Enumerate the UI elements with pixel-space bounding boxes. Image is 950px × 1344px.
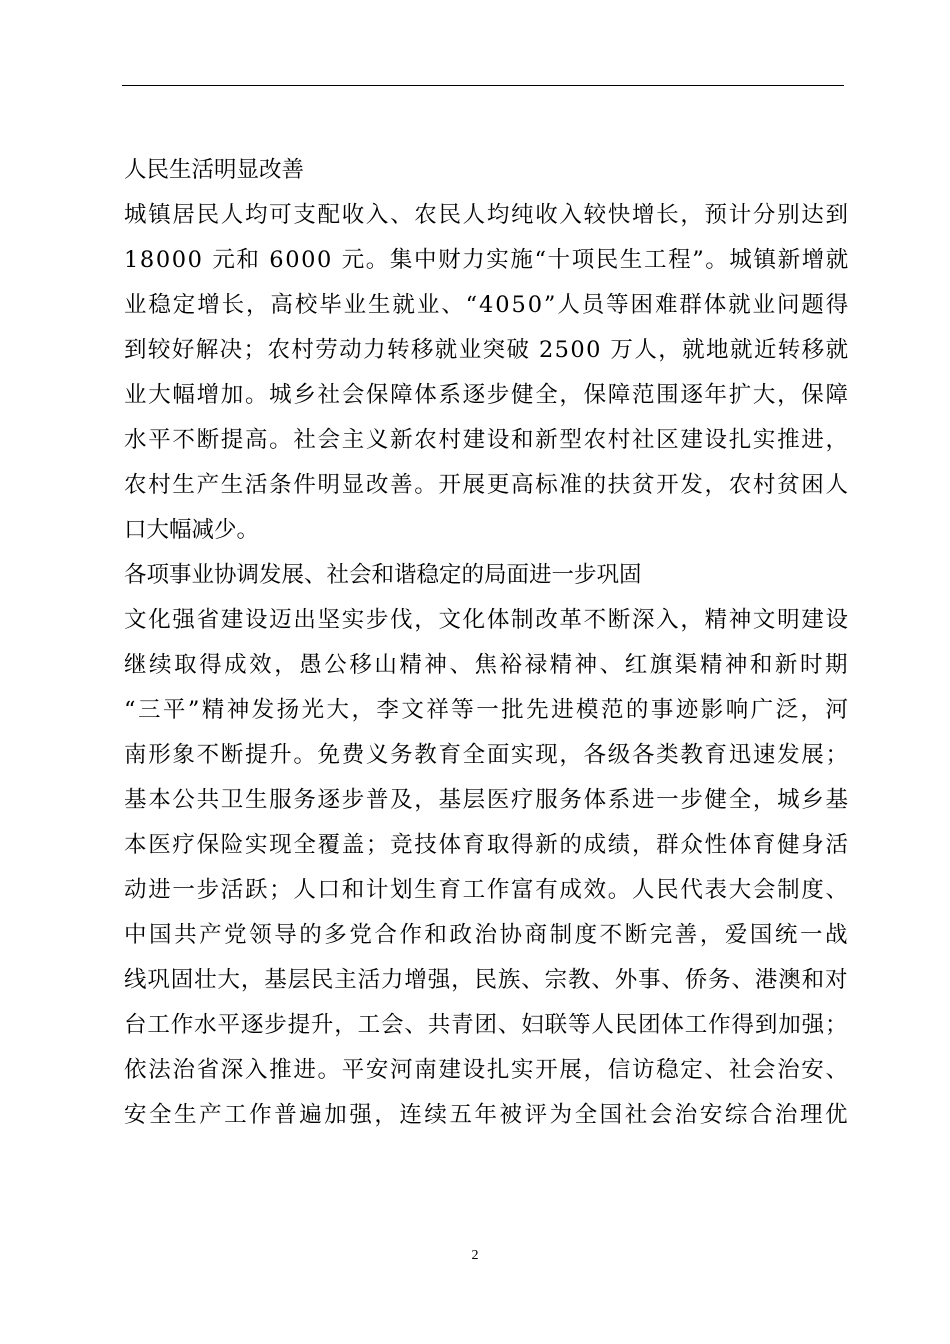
line-text: 线巩固壮大，基层民主活力增强，民族、宗教、外事、侨务、港澳和对	[124, 967, 849, 993]
header-rule	[122, 85, 844, 86]
line-text: 继续取得成效，愚公移山精神、焦裕禄精神、红旗渠精神和新时期	[124, 652, 851, 678]
paragraph-line	[124, 778, 848, 823]
paragraph-line	[124, 1003, 848, 1048]
page-number: 2	[471, 1248, 479, 1263]
paragraph-line	[124, 463, 848, 508]
line-text: 城镇居民人均可支配收入、农民人均纯收入较快增长，预计分别达到	[124, 202, 850, 228]
paragraph-line	[124, 1048, 848, 1093]
line-text: 动进一步活跃；人口和计划生育工作富有成效。人民代表大会制度、	[124, 877, 850, 903]
paragraph-line	[124, 598, 848, 643]
paragraph-line	[124, 328, 848, 373]
paragraph-line	[124, 193, 848, 238]
paragraph-line	[124, 418, 848, 463]
section-heading-people-life: 人民生活明显改善	[124, 157, 305, 183]
line-text: 中国共产党领导的多党合作和政治协商制度不断完善，爱国统一战	[124, 922, 851, 948]
paragraph-line	[124, 868, 848, 913]
paragraph-line	[124, 913, 851, 958]
line-text: 农村生产生活条件明显改善。开展更高标准的扶贫开发，农村贫困人	[124, 472, 850, 498]
line-text: 依法治省深入推进。平安河南建设扎实开展，信访稳定、社会治安、	[124, 1057, 850, 1083]
line-text: 南形象不断提升。免费义务教育全面实现，各级各类教育迅速发展；	[124, 742, 850, 768]
paragraph-line	[124, 958, 848, 1003]
line-text: 安全生产工作普遍加强，连续五年被评为全国社会治安综合治理优	[124, 1102, 851, 1128]
line-text: 水平不断提高。社会主义新农村建设和新型农村社区建设扎实推进，	[124, 427, 850, 453]
paragraph-line	[124, 688, 851, 733]
paragraph-line	[124, 823, 848, 868]
line-text: 业大幅增加。城乡社会保障体系逐步健全，保障范围逐年扩大，保障	[124, 382, 850, 408]
paragraph-line	[124, 373, 848, 418]
line-text: “三平”精神发扬光大，李文祥等一批先进模范的事迹影响广泛，河	[124, 697, 851, 723]
line-text: 业稳定增长，高校毕业生就业、“4050”人员等困难群体就业问题得	[124, 292, 851, 318]
paragraph-line	[124, 508, 848, 553]
line-text: 口大幅减少。	[124, 517, 260, 543]
line-text: 基本公共卫生服务逐步普及，基层医疗服务体系进一步健全，城乡基	[124, 787, 850, 813]
line-text: 到较好解决；农村劳动力转移就业突破 2500 万人，就地就近转移就	[124, 337, 850, 363]
line-text: 文化强省建设迈出坚实步伐，文化体制改革不断深入，精神文明建设	[124, 607, 850, 633]
line-text: 18000 元和 6000 元。集中财力实施“十项民生工程”。城镇新增就	[124, 247, 850, 273]
document-body	[124, 148, 851, 1138]
paragraph-line	[124, 238, 848, 283]
paragraph-line	[124, 283, 851, 328]
line-text: 台工作水平逐步提升，工会、共青团、妇联等人民团体工作得到加强；	[124, 1012, 849, 1038]
section-heading-social-harmony: 各项事业协调发展、社会和谐稳定的局面进一步巩固	[124, 562, 642, 588]
paragraph-line	[124, 643, 851, 688]
paragraph-line	[124, 733, 848, 778]
line-text: 本医疗保险实现全覆盖；竞技体育取得新的成绩，群众性体育健身活	[124, 832, 850, 858]
paragraph-line	[124, 1093, 851, 1138]
